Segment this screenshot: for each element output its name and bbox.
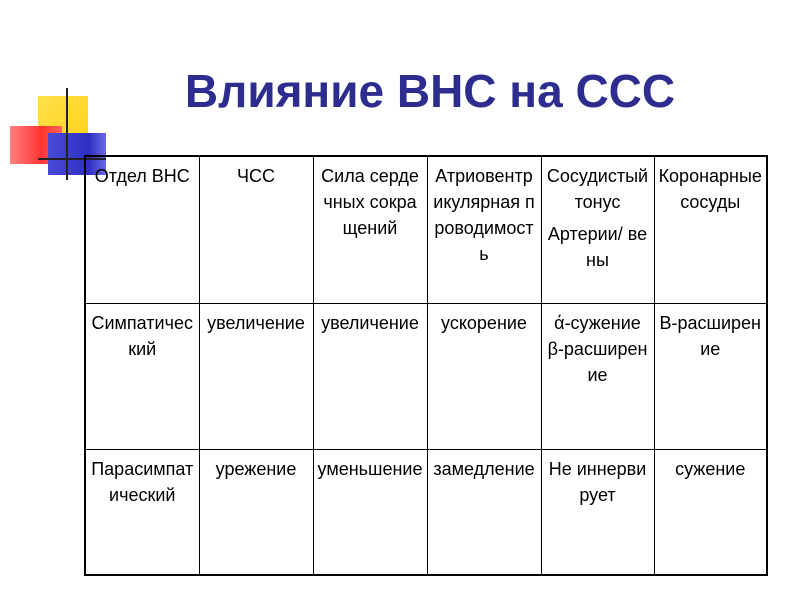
cell-sympathetic: Симпатический <box>85 304 199 450</box>
cell-sympathetic-vascular <box>541 304 654 450</box>
cell-sympathetic-force: увеличение <box>313 304 427 450</box>
header-vascular-tone-text: Сосудистый тонус <box>546 166 649 212</box>
cell-parasympathetic-vascular: Не иннервирует <box>541 450 654 576</box>
cell-parasympathetic-force: уменьшение <box>313 450 427 576</box>
header-cell-department: Отдел ВНС <box>85 156 199 304</box>
header-cell-contraction-force: Сила сердечных сокращений <box>313 156 427 304</box>
header-cell-coronary: Коронарные сосуды <box>654 156 767 304</box>
cell-parasympathetic-coronary: сужение <box>654 450 767 576</box>
cell-parasympathetic: Парасимпатический <box>85 450 199 576</box>
alpha-effect-text: ά-сужение <box>554 313 641 333</box>
header-arteries-veins-text: Артерии/ вены <box>547 224 648 270</box>
cell-sympathetic-heart-rate: увеличение <box>199 304 313 450</box>
header-cell-av-conduction: Атриовентрикулярная проводимость <box>427 156 541 304</box>
table-header-row <box>85 156 767 304</box>
table-row <box>85 450 767 576</box>
cell-parasympathetic-heart-rate: урежение <box>199 450 313 576</box>
header-cell-heart-rate: ЧСС <box>199 156 313 304</box>
cell-sympathetic-conduction: ускорение <box>427 304 541 450</box>
cell-sympathetic-coronary: В-расширение <box>654 304 767 450</box>
cell-parasympathetic-conduction: замедление <box>427 450 541 576</box>
slide-title: Влияние ВНС на ССС <box>184 65 676 117</box>
beta-effect-text: β-расширение <box>547 339 648 385</box>
header-cell-vascular-tone <box>541 156 654 304</box>
ans-effects-table <box>84 155 768 576</box>
table-row <box>85 304 767 450</box>
